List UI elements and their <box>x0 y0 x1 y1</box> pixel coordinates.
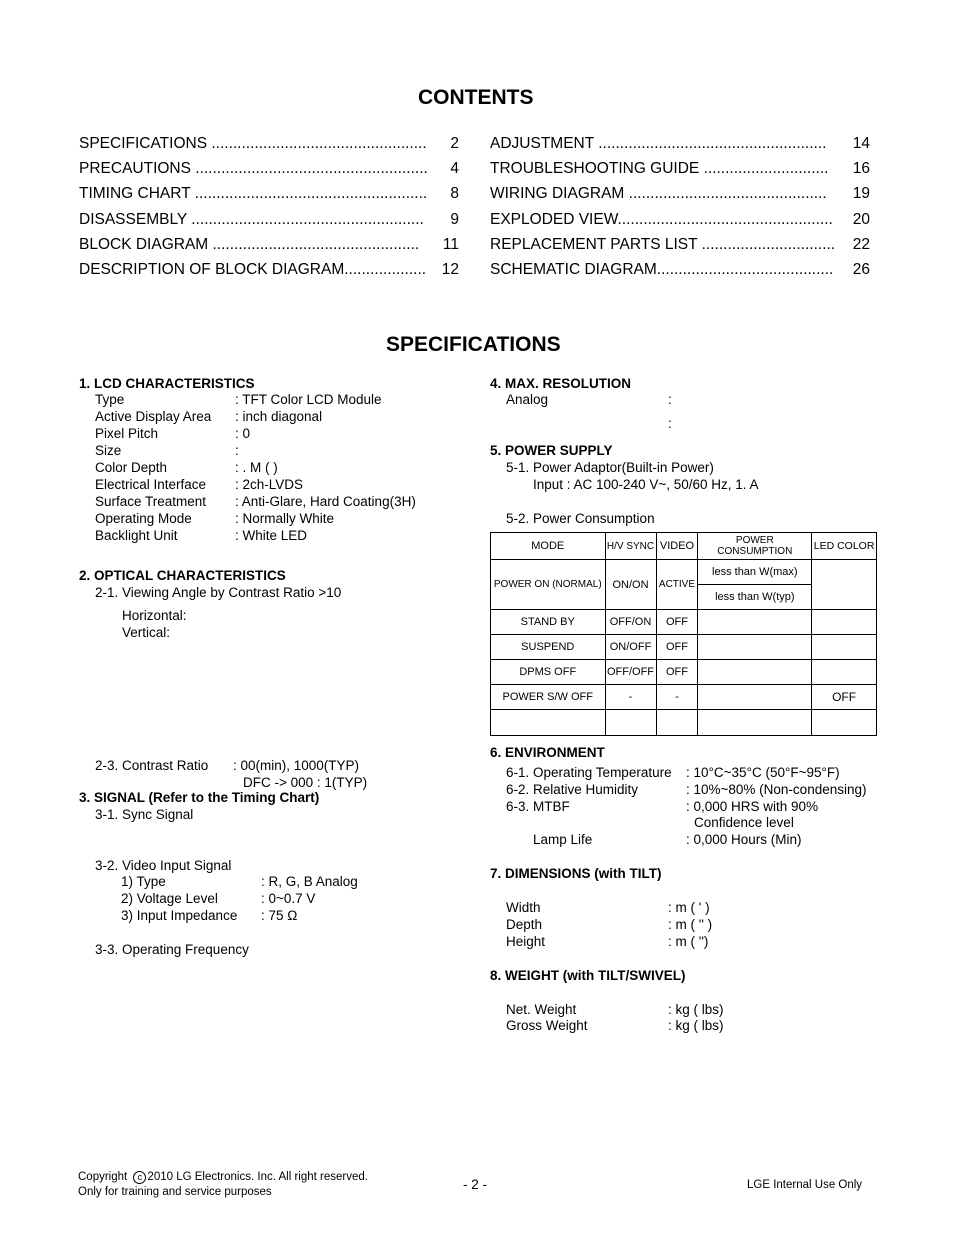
power-table <box>490 532 877 736</box>
table-cell <box>605 710 656 736</box>
dimensions-heading: 7. DIMENSIONS (with TILT) <box>490 866 662 881</box>
power-consumption: 5-2. Power Consumption <box>506 511 655 526</box>
spec-key: Height <box>506 934 546 949</box>
resolution-colon: : <box>668 392 672 407</box>
spec-value: : m ( '') <box>668 934 709 949</box>
table-cell <box>698 635 812 660</box>
table-cell: OFF/ON <box>605 610 656 635</box>
spec-value: : R, G, B Analog <box>261 874 358 889</box>
table-cell: OFF/OFF <box>605 660 656 685</box>
toc-entry[interactable]: WIRING DIAGRAM .............................................. 19 <box>490 185 870 202</box>
spec-value: : kg ( lbs) <box>668 1002 724 1017</box>
spec-value: : kg ( lbs) <box>668 1018 724 1033</box>
spec-key: Surface Treatment <box>95 494 207 509</box>
spec-key: 6-2. Relative Humidity <box>506 782 639 797</box>
toc-entry[interactable]: REPLACEMENT PARTS LIST ............................... 22 <box>490 236 870 253</box>
resolution-heading: 4. MAX. RESOLUTION <box>490 376 632 391</box>
table-cell <box>812 635 877 660</box>
toc-entry[interactable]: SCHEMATIC DIAGRAM......................................... 26 <box>490 261 870 278</box>
table-row <box>491 710 877 736</box>
vertical-label: Vertical: <box>122 625 171 640</box>
copyright-line <box>78 1171 368 1184</box>
table-cell <box>812 710 877 736</box>
table-cell: ON/OFF <box>605 635 656 660</box>
spec-key: Backlight Unit <box>95 528 178 543</box>
spec-value: : 0,000 HRS with 90% <box>686 799 819 814</box>
spec-key: Size <box>95 443 122 458</box>
spec-key: 6-3. MTBF <box>506 799 570 814</box>
spec-value: : 10°C~35°C (50°F~95°F) <box>686 765 840 780</box>
table-cell: - <box>656 685 698 710</box>
power-adaptor: 5-1. Power Adaptor(Built-in Power) <box>506 460 714 475</box>
toc-entry[interactable]: DISASSEMBLY ...................................................... 9 <box>79 211 459 228</box>
spec-value: : 0 <box>235 426 251 441</box>
specifications-title: SPECIFICATIONS <box>386 333 561 356</box>
spec-key: Color Depth <box>95 460 168 475</box>
viewing-angle: 2-1. Viewing Angle by Contrast Ratio >10 <box>95 585 342 600</box>
internal-use-note: LGE Internal Use Only <box>747 1179 863 1191</box>
spec-value: : 75 Ω <box>261 908 298 923</box>
table-cell: ACTIVE <box>656 560 698 610</box>
spec-value: : Normally White <box>235 511 335 526</box>
spec-value: : 0~0.7 V <box>261 891 316 906</box>
table-cell: POWER ON (NORMAL) <box>491 560 606 610</box>
table-cell: OFF <box>656 660 698 685</box>
table-cell: OFF <box>656 635 698 660</box>
spec-value: : 2ch-LVDS <box>235 477 304 492</box>
spec-value: : <box>235 443 239 458</box>
table-cell <box>812 660 877 685</box>
spec-key: Pixel Pitch <box>95 426 159 441</box>
spec-key: Operating Mode <box>95 511 192 526</box>
table-cell: - <box>605 685 656 710</box>
contrast-value: : 00(min), 1000(TYP) <box>233 758 360 773</box>
dfc-value: DFC -> 000 : 1(TYP) <box>243 775 368 790</box>
spec-value: : 10%~80% (Non-condensing) <box>686 782 867 797</box>
toc-entry[interactable]: BLOCK DIAGRAM ................................................ 11 <box>79 236 459 253</box>
table-cell <box>698 660 812 685</box>
table-cell <box>698 610 812 635</box>
table-cell: OFF <box>656 610 698 635</box>
spec-key: 2) Voltage Level <box>121 891 218 906</box>
lamp-life-label: Lamp Life <box>533 832 593 847</box>
table-header: H/V SYNC <box>605 533 656 560</box>
table-cell <box>491 710 606 736</box>
spec-value: : . M ( ) <box>235 460 278 475</box>
spec-key: Electrical Interface <box>95 477 207 492</box>
table-cell: STAND BY <box>491 610 606 635</box>
spec-value: : Anti-Glare, Hard Coating(3H) <box>235 494 416 509</box>
contents-title: CONTENTS <box>418 86 534 109</box>
analog-label: Analog <box>506 392 549 407</box>
toc-entry[interactable]: ADJUSTMENT ..................................................... 14 <box>490 135 870 152</box>
weight-heading: 8. WEIGHT (with TILT/SWIVEL) <box>490 968 686 983</box>
lcd-heading: 1. LCD CHARACTERISTICS <box>79 376 255 391</box>
spec-key: 6-1. Operating Temperature <box>506 765 672 780</box>
horizontal-label: Horizontal: <box>122 608 187 623</box>
table-cell: POWER S/W OFF <box>491 685 606 710</box>
power-heading: 5. POWER SUPPLY <box>490 443 613 458</box>
contrast-label: 2-3. Contrast Ratio <box>95 758 209 773</box>
table-cell <box>698 685 812 710</box>
environment-heading: 6. ENVIRONMENT <box>490 745 605 760</box>
spec-key: 3) Input Impedance <box>121 908 238 923</box>
table-cell: less than W(max) <box>698 560 812 585</box>
table-cell <box>656 710 698 736</box>
table-cell <box>698 710 812 736</box>
page-number: - 2 - <box>463 1177 488 1192</box>
table-row <box>491 635 877 660</box>
training-note: Only for training and service purposes <box>78 1186 272 1198</box>
table-row <box>491 685 877 710</box>
spec-key: Active Display Area <box>95 409 212 424</box>
spec-key: Gross Weight <box>506 1018 588 1033</box>
sync-signal: 3-1. Sync Signal <box>95 807 194 822</box>
copyright-text: 2010 LG Electronics. Inc. All right reserved. <box>147 1171 368 1183</box>
spec-value: : inch diagonal <box>235 409 323 424</box>
spec-value: : TFT Color LCD Module <box>235 392 382 407</box>
resolution-colon: : <box>668 416 672 431</box>
lamp-life-value: : 0,000 Hours (Min) <box>686 832 802 847</box>
toc-entry[interactable]: SPECIFICATIONS .................................................. 2 <box>79 135 459 152</box>
power-input: Input : AC 100-240 V~, 50/60 Hz, 1. A <box>533 477 759 492</box>
table-cell: ON/ON <box>605 560 656 610</box>
table-cell: OFF <box>812 685 877 710</box>
table-header: MODE <box>491 533 606 560</box>
toc-entry[interactable]: DESCRIPTION OF BLOCK DIAGRAM................... 12 <box>79 261 459 278</box>
table-cell <box>812 560 877 610</box>
operating-frequency: 3-3. Operating Frequency <box>95 942 249 957</box>
table-cell <box>812 610 877 635</box>
spec-key: 1) Type <box>121 874 166 889</box>
table-row <box>491 660 877 685</box>
spec-value: : m ( ' ) <box>668 900 710 915</box>
toc-entry[interactable]: PRECAUTIONS ...................................................... 4 <box>79 160 459 177</box>
spec-value: : White LED <box>235 528 308 543</box>
table-header: VIDEO <box>656 533 698 560</box>
toc-entry[interactable]: TROUBLESHOOTING GUIDE ............................. 16 <box>490 160 870 177</box>
video-input: 3-2. Video Input Signal <box>95 858 232 873</box>
confidence-level: Confidence level <box>694 815 794 830</box>
copyright-icon: c <box>133 1171 146 1184</box>
spec-key: Net. Weight <box>506 1002 577 1017</box>
table-cell: DPMS OFF <box>491 660 606 685</box>
spec-value: : m ( '' ) <box>668 917 713 932</box>
spec-key: Type <box>95 392 125 407</box>
toc-entry[interactable]: EXPLODED VIEW.................................................. 20 <box>490 211 870 228</box>
copyright-label: Copyright <box>78 1171 128 1183</box>
table-header: POWER CONSUMPTION <box>698 533 812 560</box>
spec-key: Width <box>506 900 541 915</box>
signal-heading: 3. SIGNAL (Refer to the Timing Chart) <box>79 790 320 805</box>
table-cell: SUSPEND <box>491 635 606 660</box>
spec-key: Depth <box>506 917 543 932</box>
table-header: LED COLOR <box>812 533 877 560</box>
optical-heading: 2. OPTICAL CHARACTERISTICS <box>79 568 286 583</box>
table-row <box>491 610 877 635</box>
toc-entry[interactable]: TIMING CHART ...................................................... 8 <box>79 185 459 202</box>
table-cell: less than W(typ) <box>698 585 812 610</box>
